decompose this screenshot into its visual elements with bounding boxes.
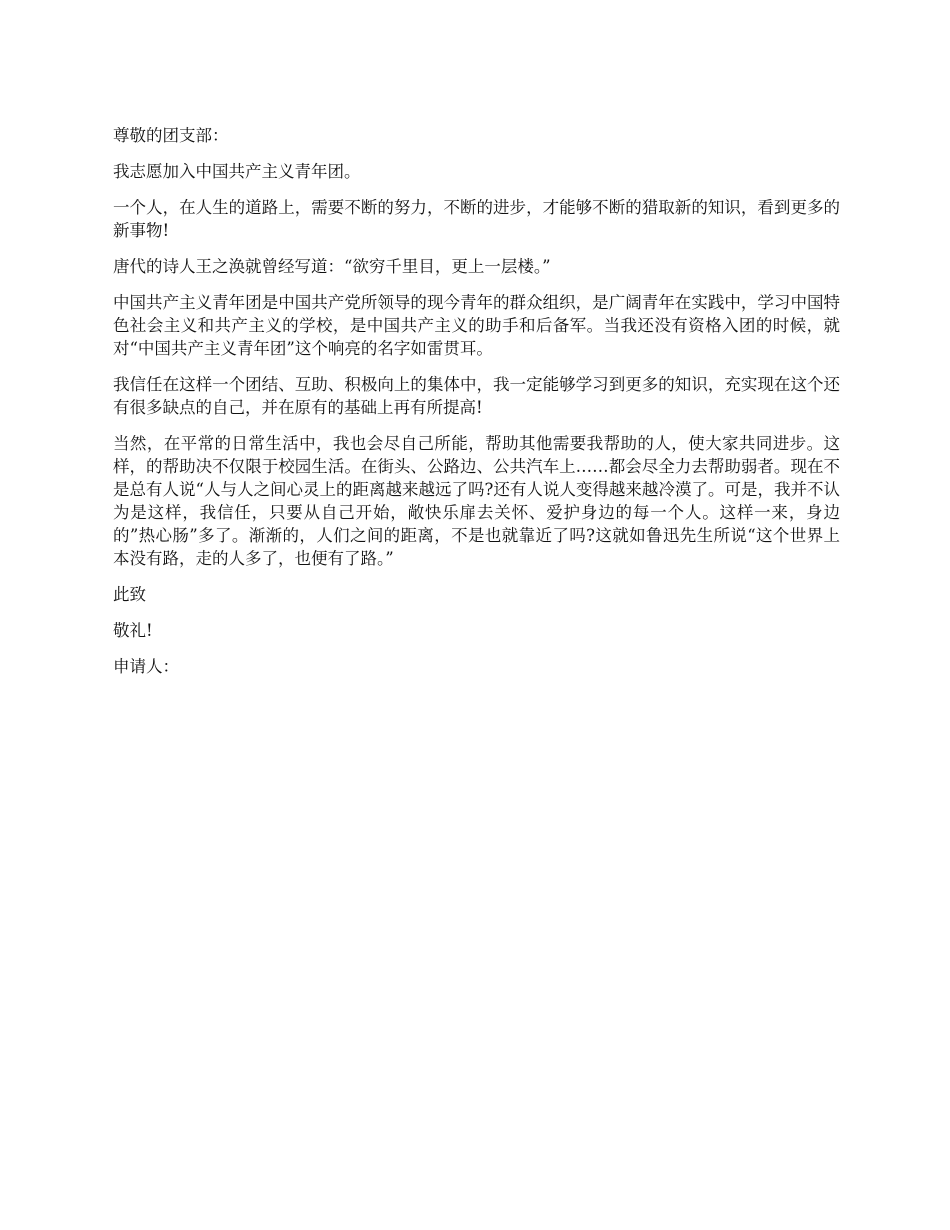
signature-line: 申请人： (113, 657, 179, 676)
paragraph: 当然，在平常的日常生活中，我也会尽自己所能，帮助其他需要我帮助的人，使大家共同进步。这样，的帮助决不仅限于校园生活。在街头、公路边、公共汽车上……都会尽全力去帮助弱者。现在不是总有人说“人与人之间心灵上的距离越来越远了吗?还有人说人变得越来越冷漠了。可是，我并不认为是这样，我信任，只要从自己开始，敞快乐扉去关怀、爱护身边的每一个人。这样一来，身边的”热心肠”多了。渐渐的，人们之间的距离，不是也就靠近了吗?这就如鲁迅先生所说“这个世界上本没有路，走的人多了，也便有了路。” (113, 434, 840, 568)
paragraph: 我志愿加入中国共产主义青年团。 (113, 162, 361, 181)
paragraph: 唐代的诗人王之涣就曾经写道：“欲穷千里目，更上一层楼。” (113, 257, 551, 276)
letter-body (113, 124, 840, 691)
closing-line: 此致 (113, 585, 146, 604)
closing-regards: 敬礼! (113, 621, 153, 640)
paragraph: 一个人，在人生的道路上，需要不断的努力，不断的进步，才能够不断的猎取新的知识，看到更多的新事物! (113, 198, 840, 240)
paragraph: 我信任在这样一个团结、互助、积极向上的集体中，我一定能够学习到更多的知识，充实现在这个还有很多缺点的自己，并在原有的基础上再有所提高! (113, 375, 840, 417)
paragraph: 中国共产主义青年团是中国共产党所领导的现今青年的群众组织，是广阔青年在实践中，学习中国特色社会主义和共产主义的学校，是中国共产主义的助手和后备军。当我还没有资格入团的时候，就对“中国共产主义青年团”这个响亮的名字如雷贯耳。 (113, 293, 840, 358)
salutation: 尊敬的团支部： (113, 126, 229, 145)
